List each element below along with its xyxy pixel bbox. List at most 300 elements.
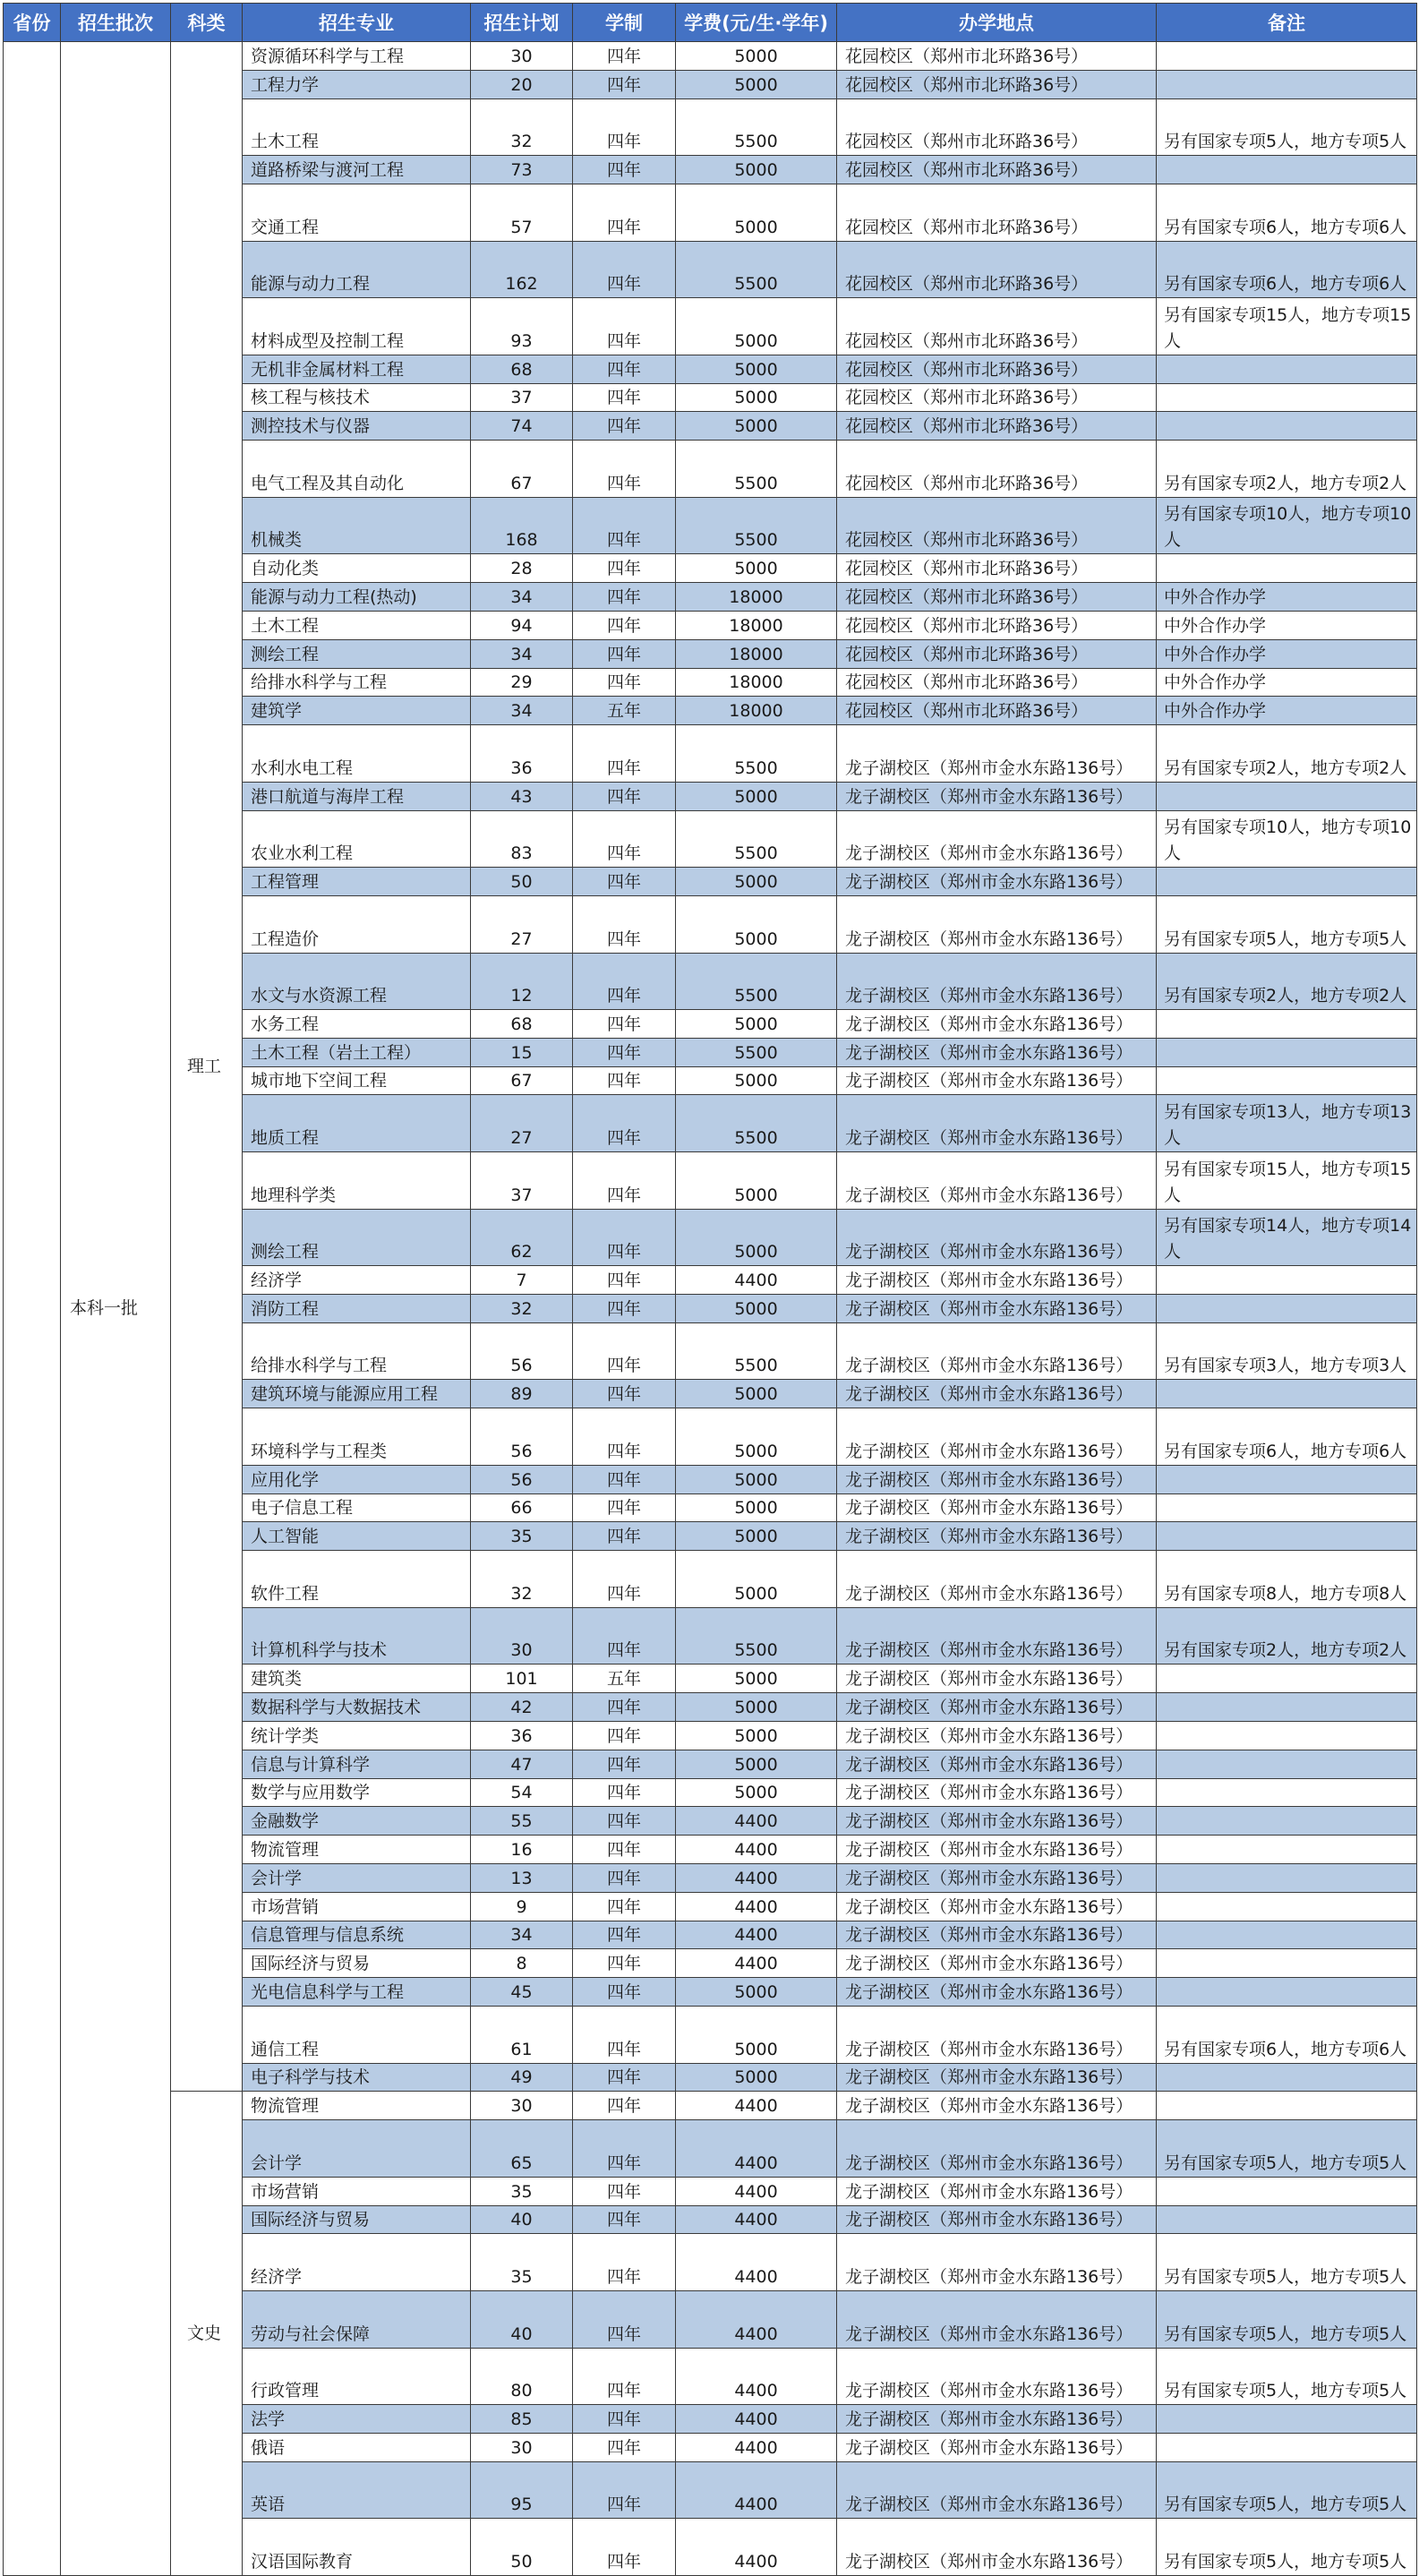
major-cell: 数学与应用数学 [243, 1778, 471, 1807]
years-cell: 四年 [573, 383, 676, 412]
note-cell [1157, 1465, 1417, 1493]
note-cell [1157, 2205, 1417, 2234]
plan-cell: 47 [471, 1750, 573, 1778]
fee-cell: 5000 [676, 868, 837, 896]
fee-cell: 5000 [676, 1665, 837, 1693]
note-cell: 另有国家专项6人，地方专项6人 [1157, 184, 1417, 241]
note-cell: 另有国家专项5人，地方专项5人 [1157, 2290, 1417, 2348]
location-cell: 龙子湖校区（郑州市金水东路136号） [837, 953, 1157, 1010]
years-cell: 四年 [573, 1522, 676, 1551]
location-cell: 花园校区（郑州市北环路36号） [837, 184, 1157, 241]
note-cell: 另有国家专项2人，地方专项2人 [1157, 953, 1417, 1010]
fee-cell: 4400 [676, 1921, 837, 1949]
years-cell: 四年 [573, 1010, 676, 1039]
fee-cell: 18000 [676, 611, 837, 639]
note-cell [1157, 2177, 1417, 2205]
note-cell: 另有国家专项10人，地方专项10人 [1157, 497, 1417, 554]
plan-cell: 42 [471, 1693, 573, 1722]
years-cell: 四年 [573, 725, 676, 783]
table-row [4, 42, 1417, 71]
header-major: 招生专业 [243, 4, 471, 42]
note-cell: 另有国家专项8人，地方专项8人 [1157, 1551, 1417, 1608]
fee-cell: 5000 [676, 1778, 837, 1807]
plan-cell: 32 [471, 1551, 573, 1608]
fee-cell: 4400 [676, 2177, 837, 2205]
plan-cell: 68 [471, 355, 573, 383]
plan-cell: 36 [471, 1722, 573, 1750]
years-cell: 四年 [573, 2348, 676, 2405]
years-cell: 四年 [573, 1380, 676, 1408]
header-subject: 科类 [171, 4, 243, 42]
plan-cell: 65 [471, 2120, 573, 2178]
location-cell: 花园校区（郑州市北环路36号） [837, 156, 1157, 184]
plan-cell: 34 [471, 639, 573, 668]
fee-cell: 4400 [676, 2348, 837, 2405]
major-cell: 数据科学与大数据技术 [243, 1693, 471, 1722]
note-cell [1157, 1750, 1417, 1778]
location-cell: 龙子湖校区（郑州市金水东路136号） [837, 1693, 1157, 1722]
major-cell: 行政管理 [243, 2348, 471, 2405]
major-cell: 建筑类 [243, 1665, 471, 1693]
fee-cell: 5500 [676, 953, 837, 1010]
major-cell: 土木工程 [243, 611, 471, 639]
note-cell: 中外合作办学 [1157, 611, 1417, 639]
years-cell: 四年 [573, 1722, 676, 1750]
major-cell: 英语 [243, 2461, 471, 2519]
major-cell: 工程管理 [243, 868, 471, 896]
plan-cell: 162 [471, 241, 573, 298]
location-cell: 龙子湖校区（郑州市金水东路136号） [837, 1095, 1157, 1152]
fee-cell: 5000 [676, 1465, 837, 1493]
years-cell: 四年 [573, 2519, 676, 2576]
plan-cell: 30 [471, 2092, 573, 2120]
location-cell: 龙子湖校区（郑州市金水东路136号） [837, 2348, 1157, 2405]
location-cell: 龙子湖校区（郑州市金水东路136号） [837, 1295, 1157, 1323]
fee-cell: 5500 [676, 497, 837, 554]
location-cell: 花园校区（郑州市北环路36号） [837, 241, 1157, 298]
fee-cell: 5500 [676, 725, 837, 783]
major-cell: 建筑环境与能源应用工程 [243, 1380, 471, 1408]
note-cell: 另有国家专项5人，地方专项5人 [1157, 2348, 1417, 2405]
major-cell: 核工程与核技术 [243, 383, 471, 412]
location-cell: 花园校区（郑州市北环路36号） [837, 98, 1157, 156]
plan-cell: 101 [471, 1665, 573, 1693]
years-cell: 四年 [573, 2177, 676, 2205]
fee-cell: 5500 [676, 241, 837, 298]
plan-cell: 30 [471, 2433, 573, 2461]
major-cell: 测绘工程 [243, 1209, 471, 1266]
fee-cell: 18000 [676, 639, 837, 668]
fee-cell: 5000 [676, 70, 837, 98]
major-cell: 给排水科学与工程 [243, 668, 471, 697]
years-cell: 四年 [573, 2092, 676, 2120]
location-cell: 花园校区（郑州市北环路36号） [837, 383, 1157, 412]
years-cell: 四年 [573, 2234, 676, 2291]
plan-cell: 16 [471, 1836, 573, 1864]
major-cell: 物流管理 [243, 1836, 471, 1864]
plan-cell: 68 [471, 1010, 573, 1039]
major-cell: 软件工程 [243, 1551, 471, 1608]
location-cell: 龙子湖校区（郑州市金水东路136号） [837, 2120, 1157, 2178]
note-cell: 另有国家专项13人，地方专项13人 [1157, 1095, 1417, 1152]
major-cell: 工程造价 [243, 895, 471, 953]
location-cell: 龙子湖校区（郑州市金水东路136号） [837, 1949, 1157, 1978]
note-cell [1157, 1693, 1417, 1722]
years-cell: 四年 [573, 1807, 676, 1836]
fee-cell: 4400 [676, 1807, 837, 1836]
note-cell: 另有国家专项6人，地方专项6人 [1157, 241, 1417, 298]
plan-cell: 34 [471, 1921, 573, 1949]
major-cell: 人工智能 [243, 1522, 471, 1551]
fee-cell: 5000 [676, 554, 837, 583]
fee-cell: 18000 [676, 697, 837, 725]
plan-cell: 30 [471, 42, 573, 71]
fee-cell: 5000 [676, 1722, 837, 1750]
years-cell: 四年 [573, 782, 676, 810]
plan-cell: 55 [471, 1807, 573, 1836]
note-cell [1157, 1665, 1417, 1693]
location-cell: 龙子湖校区（郑州市金水东路136号） [837, 2006, 1157, 2063]
location-cell: 龙子湖校区（郑州市金水东路136号） [837, 2433, 1157, 2461]
years-cell: 四年 [573, 355, 676, 383]
location-cell: 龙子湖校区（郑州市金水东路136号） [837, 1010, 1157, 1039]
major-cell: 应用化学 [243, 1465, 471, 1493]
plan-cell: 62 [471, 1209, 573, 1266]
note-cell [1157, 1949, 1417, 1978]
major-cell: 交通工程 [243, 184, 471, 241]
location-cell: 龙子湖校区（郑州市金水东路136号） [837, 1465, 1157, 1493]
location-cell: 花园校区（郑州市北环路36号） [837, 583, 1157, 612]
years-cell: 四年 [573, 1978, 676, 2007]
plan-cell: 7 [471, 1266, 573, 1295]
note-cell: 另有国家专项5人，地方专项5人 [1157, 895, 1417, 953]
note-cell [1157, 2433, 1417, 2461]
location-cell: 龙子湖校区（郑州市金水东路136号） [837, 2405, 1157, 2434]
years-cell: 四年 [573, 868, 676, 896]
location-cell: 龙子湖校区（郑州市金水东路136号） [837, 1522, 1157, 1551]
note-cell [1157, 2405, 1417, 2434]
years-cell: 四年 [573, 298, 676, 355]
fee-cell: 5000 [676, 1152, 837, 1210]
plan-cell: 36 [471, 725, 573, 783]
note-cell [1157, 383, 1417, 412]
major-cell: 自动化类 [243, 554, 471, 583]
location-cell: 花园校区（郑州市北环路36号） [837, 42, 1157, 71]
plan-cell: 27 [471, 1095, 573, 1152]
location-cell: 龙子湖校区（郑州市金水东路136号） [837, 725, 1157, 783]
major-cell: 信息与计算科学 [243, 1750, 471, 1778]
years-cell: 四年 [573, 1750, 676, 1778]
location-cell: 龙子湖校区（郑州市金水东路136号） [837, 1778, 1157, 1807]
fee-cell: 5500 [676, 98, 837, 156]
fee-cell: 5000 [676, 895, 837, 953]
years-cell: 四年 [573, 2290, 676, 2348]
note-cell [1157, 1493, 1417, 1522]
note-cell: 另有国家专项14人，地方专项14人 [1157, 1209, 1417, 1266]
location-cell: 花园校区（郑州市北环路36号） [837, 70, 1157, 98]
fee-cell: 18000 [676, 668, 837, 697]
major-cell: 土木工程 [243, 98, 471, 156]
major-cell: 机械类 [243, 497, 471, 554]
admission-plan-table [3, 3, 1417, 2576]
fee-cell: 4400 [676, 2433, 837, 2461]
major-cell: 道路桥梁与渡河工程 [243, 156, 471, 184]
plan-cell: 43 [471, 782, 573, 810]
fee-cell: 4400 [676, 2120, 837, 2178]
years-cell: 四年 [573, 441, 676, 498]
fee-cell: 5000 [676, 1522, 837, 1551]
major-cell: 农业水利工程 [243, 810, 471, 868]
years-cell: 四年 [573, 2461, 676, 2519]
location-cell: 龙子湖校区（郑州市金水东路136号） [837, 1038, 1157, 1066]
note-cell: 另有国家专项6人，地方专项6人 [1157, 2006, 1417, 2063]
location-cell: 龙子湖校区（郑州市金水东路136号） [837, 1380, 1157, 1408]
plan-cell: 56 [471, 1322, 573, 1380]
fee-cell: 5000 [676, 1066, 837, 1095]
header-note: 备注 [1157, 4, 1417, 42]
location-cell: 龙子湖校区（郑州市金水东路136号） [837, 2205, 1157, 2234]
years-cell: 四年 [573, 1892, 676, 1921]
years-cell: 四年 [573, 2205, 676, 2234]
years-cell: 四年 [573, 1921, 676, 1949]
years-cell: 四年 [573, 2063, 676, 2092]
note-cell [1157, 1892, 1417, 1921]
major-cell: 城市地下空间工程 [243, 1066, 471, 1095]
note-cell [1157, 1380, 1417, 1408]
plan-cell: 34 [471, 697, 573, 725]
years-cell: 四年 [573, 156, 676, 184]
note-cell: 中外合作办学 [1157, 583, 1417, 612]
subject-cell: 文史 [171, 2092, 243, 2576]
major-cell: 计算机科学与技术 [243, 1607, 471, 1665]
years-cell: 四年 [573, 583, 676, 612]
plan-cell: 50 [471, 868, 573, 896]
fee-cell: 5000 [676, 1380, 837, 1408]
plan-cell: 15 [471, 1038, 573, 1066]
fee-cell: 5000 [676, 2006, 837, 2063]
years-cell: 五年 [573, 697, 676, 725]
fee-cell: 4400 [676, 1266, 837, 1295]
location-cell: 花园校区（郑州市北环路36号） [837, 412, 1157, 441]
major-cell: 资源循环科学与工程 [243, 42, 471, 71]
years-cell: 四年 [573, 241, 676, 298]
note-cell: 另有国家专项5人，地方专项5人 [1157, 2234, 1417, 2291]
years-cell: 四年 [573, 1836, 676, 1864]
plan-cell: 45 [471, 1978, 573, 2007]
location-cell: 花园校区（郑州市北环路36号） [837, 611, 1157, 639]
fee-cell: 4400 [676, 2290, 837, 2348]
fee-cell: 5000 [676, 1408, 837, 1466]
fee-cell: 5500 [676, 1607, 837, 1665]
years-cell: 四年 [573, 2405, 676, 2434]
fee-cell: 5000 [676, 42, 837, 71]
major-cell: 市场营销 [243, 2177, 471, 2205]
note-cell: 中外合作办学 [1157, 639, 1417, 668]
years-cell: 四年 [573, 2120, 676, 2178]
location-cell: 花园校区（郑州市北环路36号） [837, 639, 1157, 668]
major-cell: 无机非金属材料工程 [243, 355, 471, 383]
major-cell: 统计学类 [243, 1722, 471, 1750]
location-cell: 龙子湖校区（郑州市金水东路136号） [837, 782, 1157, 810]
years-cell: 四年 [573, 1408, 676, 1466]
fee-cell: 5000 [676, 1978, 837, 2007]
plan-cell: 8 [471, 1949, 573, 1978]
years-cell: 四年 [573, 1322, 676, 1380]
major-cell: 电气工程及其自动化 [243, 441, 471, 498]
plan-cell: 32 [471, 1295, 573, 1323]
location-cell: 龙子湖校区（郑州市金水东路136号） [837, 868, 1157, 896]
note-cell [1157, 2092, 1417, 2120]
major-cell: 水务工程 [243, 1010, 471, 1039]
plan-cell: 93 [471, 298, 573, 355]
note-cell: 另有国家专项3人，地方专项3人 [1157, 1322, 1417, 1380]
fee-cell: 5000 [676, 412, 837, 441]
plan-cell: 89 [471, 1380, 573, 1408]
plan-cell: 9 [471, 1892, 573, 1921]
note-cell: 另有国家专项6人，地方专项6人 [1157, 1408, 1417, 1466]
header-years: 学制 [573, 4, 676, 42]
plan-cell: 95 [471, 2461, 573, 2519]
fee-cell: 4400 [676, 1864, 837, 1893]
major-cell: 国际经济与贸易 [243, 1949, 471, 1978]
note-cell [1157, 1266, 1417, 1295]
years-cell: 四年 [573, 1066, 676, 1095]
location-cell: 龙子湖校区（郑州市金水东路136号） [837, 1807, 1157, 1836]
note-cell [1157, 1038, 1417, 1066]
note-cell [1157, 412, 1417, 441]
plan-cell: 27 [471, 895, 573, 953]
major-cell: 建筑学 [243, 697, 471, 725]
plan-cell: 50 [471, 2519, 573, 2576]
years-cell: 四年 [573, 2433, 676, 2461]
fee-cell: 5000 [676, 1010, 837, 1039]
header-province: 省份 [4, 4, 61, 42]
fee-cell: 5000 [676, 1750, 837, 1778]
major-cell: 经济学 [243, 1266, 471, 1295]
fee-cell: 5000 [676, 1209, 837, 1266]
header-fee: 学费(元/生·学年) [676, 4, 837, 42]
plan-cell: 83 [471, 810, 573, 868]
major-cell: 通信工程 [243, 2006, 471, 2063]
plan-cell: 66 [471, 1493, 573, 1522]
note-cell: 另有国家专项10人，地方专项10人 [1157, 810, 1417, 868]
years-cell: 四年 [573, 1209, 676, 1266]
years-cell: 四年 [573, 611, 676, 639]
plan-cell: 57 [471, 184, 573, 241]
location-cell: 龙子湖校区（郑州市金水东路136号） [837, 1322, 1157, 1380]
fee-cell: 5000 [676, 355, 837, 383]
plan-cell: 80 [471, 2348, 573, 2405]
subject-cell: 理工 [171, 42, 243, 2092]
plan-cell: 34 [471, 583, 573, 612]
note-cell: 另有国家专项5人，地方专项5人 [1157, 2120, 1417, 2178]
plan-cell: 73 [471, 156, 573, 184]
fee-cell: 18000 [676, 583, 837, 612]
major-cell: 俄语 [243, 2433, 471, 2461]
fee-cell: 5000 [676, 1295, 837, 1323]
years-cell: 四年 [573, 668, 676, 697]
major-cell: 会计学 [243, 1864, 471, 1893]
years-cell: 四年 [573, 1693, 676, 1722]
plan-cell: 61 [471, 2006, 573, 2063]
note-cell: 另有国家专项2人，地方专项2人 [1157, 1607, 1417, 1665]
years-cell: 五年 [573, 1665, 676, 1693]
location-cell: 龙子湖校区（郑州市金水东路136号） [837, 2290, 1157, 2348]
fee-cell: 5000 [676, 383, 837, 412]
note-cell [1157, 1010, 1417, 1039]
location-cell: 龙子湖校区（郑州市金水东路136号） [837, 1836, 1157, 1864]
major-cell: 电子信息工程 [243, 1493, 471, 1522]
note-cell: 另有国家专项15人，地方专项15人 [1157, 1152, 1417, 1210]
major-cell: 国际经济与贸易 [243, 2205, 471, 2234]
major-cell: 劳动与社会保障 [243, 2290, 471, 2348]
years-cell: 四年 [573, 1095, 676, 1152]
plan-cell: 30 [471, 1607, 573, 1665]
years-cell: 四年 [573, 98, 676, 156]
batch-cell: 本科一批 [61, 42, 171, 2576]
fee-cell: 4400 [676, 2234, 837, 2291]
fee-cell: 5000 [676, 782, 837, 810]
fee-cell: 5000 [676, 2063, 837, 2092]
location-cell: 龙子湖校区（郑州市金水东路136号） [837, 1152, 1157, 1210]
years-cell: 四年 [573, 42, 676, 71]
fee-cell: 5000 [676, 1551, 837, 1608]
location-cell: 龙子湖校区（郑州市金水东路136号） [837, 2092, 1157, 2120]
fee-cell: 5000 [676, 1493, 837, 1522]
major-cell: 经济学 [243, 2234, 471, 2291]
major-cell: 光电信息科学与工程 [243, 1978, 471, 2007]
major-cell: 市场营销 [243, 1892, 471, 1921]
major-cell: 土木工程（岩土工程） [243, 1038, 471, 1066]
note-cell: 另有国家专项2人，地方专项2人 [1157, 441, 1417, 498]
note-cell: 另有国家专项2人，地方专项2人 [1157, 725, 1417, 783]
fee-cell: 5000 [676, 298, 837, 355]
major-cell: 能源与动力工程 [243, 241, 471, 298]
years-cell: 四年 [573, 639, 676, 668]
plan-cell: 13 [471, 1864, 573, 1893]
note-cell [1157, 868, 1417, 896]
location-cell: 龙子湖校区（郑州市金水东路136号） [837, 1750, 1157, 1778]
years-cell: 四年 [573, 1778, 676, 1807]
fee-cell: 5500 [676, 810, 837, 868]
location-cell: 龙子湖校区（郑州市金水东路136号） [837, 2063, 1157, 2092]
note-cell [1157, 42, 1417, 71]
major-cell: 消防工程 [243, 1295, 471, 1323]
plan-cell: 67 [471, 1066, 573, 1095]
years-cell: 四年 [573, 953, 676, 1010]
plan-cell: 37 [471, 1152, 573, 1210]
fee-cell: 4400 [676, 1949, 837, 1978]
fee-cell: 4400 [676, 2092, 837, 2120]
major-cell: 法学 [243, 2405, 471, 2434]
location-cell: 龙子湖校区（郑州市金水东路136号） [837, 1892, 1157, 1921]
major-cell: 电子科学与技术 [243, 2063, 471, 2092]
plan-cell: 12 [471, 953, 573, 1010]
major-cell: 能源与动力工程(热动) [243, 583, 471, 612]
years-cell: 四年 [573, 554, 676, 583]
location-cell: 龙子湖校区（郑州市金水东路136号） [837, 1978, 1157, 2007]
years-cell: 四年 [573, 1266, 676, 1295]
fee-cell: 4400 [676, 1892, 837, 1921]
years-cell: 四年 [573, 1152, 676, 1210]
major-cell: 地理科学类 [243, 1152, 471, 1210]
note-cell [1157, 1807, 1417, 1836]
location-cell: 花园校区（郑州市北环路36号） [837, 497, 1157, 554]
header-plan: 招生计划 [471, 4, 573, 42]
major-cell: 地质工程 [243, 1095, 471, 1152]
note-cell [1157, 2063, 1417, 2092]
note-cell: 另有国家专项5人，地方专项5人 [1157, 98, 1417, 156]
